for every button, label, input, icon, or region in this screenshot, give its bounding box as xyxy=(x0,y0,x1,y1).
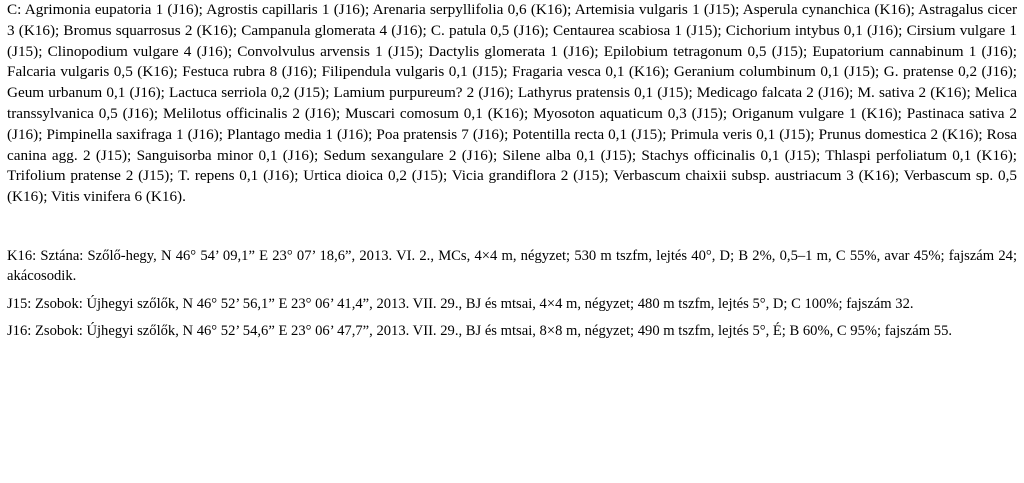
site-description-j15: J15: Zsobok: Újhegyi szőlők, N 46° 52’ 56,1” E 23° 06’ 41,4”, 2013. VII. 29., BJ és mtsai, 4×4 m, négyzet; 480 m tszfm, lejtés 5°, D; C 100%; fajszám 32. xyxy=(7,295,914,312)
site-description-k16: K16: Sztána: Szőlő-hegy, N 46° 54’ 09,1” E 23° 07’ 18,6”, 2013. VI. 2., MCs, 4×4 m, négyzet; 530 m tszfm, lejtés 40°, D; B 2%, 0,5–1 m, C 55%, avar 45%; fajszám 24; akácosodik. xyxy=(7,247,1017,285)
species-list-paragraph: C: Agrimonia eupatoria 1 (J16); Agrostis capillaris 1 (J16); Arenaria serpyllifolia 0,6 (K16); Artemisia vulgaris 1 (J15); Asperula cynanchica (K16); Astragalus cicer 3 (K16); Bromus squarrosus 2 (K16); Campanula glomerata 4 (J16); C. patula 0,5 (J16); Centaurea scabiosa 1 (J15); Cichorium intybus 0,1 (J16); Cirsium vulgare 1 (J15); Clinopodium vulgare 4 (J16); Convolvulus arvensis 1 (J15); Dactylis glomerata 1 (J16); Epilobium tetragonum 0,5 (J15); Eupatorium cannabinum 1 (J16); Falcaria vulgaris 0,5 (K16); Festuca rubra 8 (J16); Filipendula vulgaris 0,1 (J15); Fragaria vesca 0,1 (K16); Geranium columbinum 0,1 (J15); G. pratense 0,2 (J16); Geum urbanum 0,1 (J16); Lactuca serriola 0,2 (J15); Lamium purpureum? 2 (J16); Lathyrus pratensis 0,1 (J15); Medicago falcata 2 (J16); M. sativa 2 (K16); Melica transsylvanica 0,5 (J16); Melilotus officinalis 2 (J16); Muscari comosum 0,1 (K16); Myosoton aquaticum 0,3 (J15); Origanum vulgare 1 (K16); Pastinaca sativa 2 (J16); Pimpinella saxifraga 1 (J16); Plantago media 1 (J16); Poa pratensis 7 (J16); Potentilla recta 0,1 (J15); Primula veris 0,1 (J15); Prunus domestica 2 (K16); Rosa canina agg. 2 (J15); Sanguisorba minor 0,1 (J16); Sedum sexangulare 2 (J16); Silene alba 0,1 (J15); Stachys officinalis 0,1 (J15); Thlaspi perfoliatum 0,1 (K16); Trifolium pratense 2 (J15); T. repens 0,1 (J16); Urtica dioica 0,2 (J15); Vicia grandiflora 2 (J15); Verbascum chaixii subsp. austriacum 3 (K16); Verbascum sp. 0,5 (K16); Vitis vinifera 6 (K16). xyxy=(7,1,1017,206)
site-description-j16: J16: Zsobok: Újhegyi szőlők, N 46° 52’ 54,6” E 23° 06’ 47,7”, 2013. VII. 29., BJ és mtsai, 8×8 m, négyzet; 490 m tszfm, lejtés 5°, É; B 60%, C 95%; fajszám 55. xyxy=(7,323,953,340)
site-descriptions xyxy=(7,246,1017,342)
